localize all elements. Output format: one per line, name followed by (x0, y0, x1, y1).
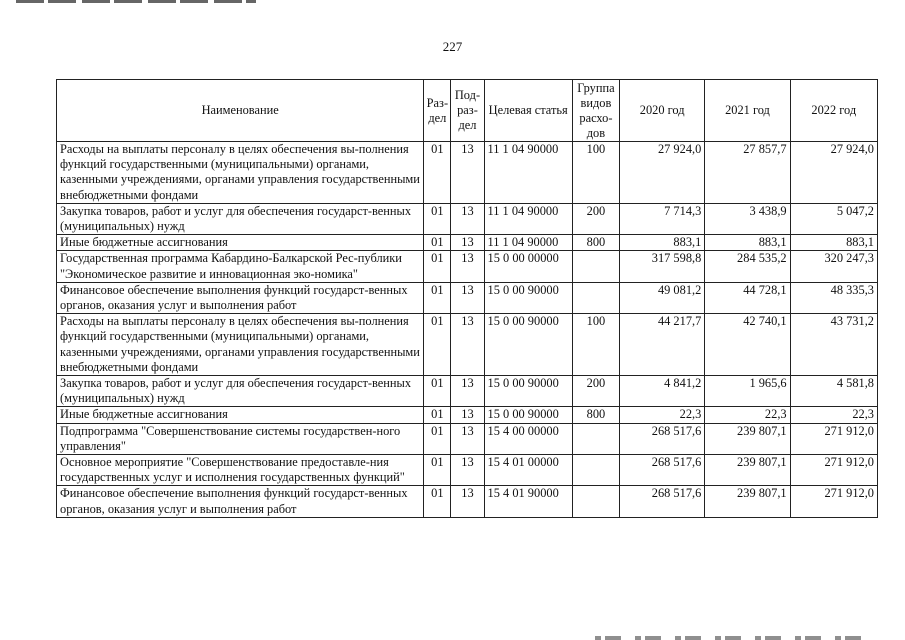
cell-subsection: 13 (451, 251, 484, 282)
cell-expense-group (572, 423, 619, 454)
cell-2021: 239 807,1 (705, 486, 790, 517)
cell-2021: 3 438,9 (705, 203, 790, 234)
table-row (57, 142, 878, 204)
cell-expense-group: 100 (572, 142, 619, 204)
cell-2022: 271 912,0 (790, 455, 877, 486)
cell-subsection: 13 (451, 407, 484, 423)
cell-name: Иные бюджетные ассигнования (57, 235, 424, 251)
cell-subsection: 13 (451, 376, 484, 407)
cell-2020: 268 517,6 (620, 423, 705, 454)
cell-target-article: 11 1 04 90000 (484, 235, 572, 251)
cell-target-article: 15 4 01 90000 (484, 486, 572, 517)
cell-name: Государственная программа Кабардино-Балкарской Рес-публики "Экономическое развитие и инновационная эко-номика" (57, 251, 424, 282)
cell-subsection: 13 (451, 235, 484, 251)
table-row (57, 251, 878, 282)
table-body (57, 142, 878, 518)
cell-expense-group: 800 (572, 235, 619, 251)
cell-target-article: 15 4 00 00000 (484, 423, 572, 454)
cell-2020: 22,3 (620, 407, 705, 423)
cell-target-article: 15 4 01 00000 (484, 455, 572, 486)
cell-target-article: 11 1 04 90000 (484, 203, 572, 234)
cell-2021: 239 807,1 (705, 423, 790, 454)
cell-2022: 48 335,3 (790, 282, 877, 313)
cell-section: 01 (424, 203, 451, 234)
cell-section: 01 (424, 455, 451, 486)
cell-2022: 271 912,0 (790, 486, 877, 517)
page-number: 227 (442, 39, 463, 54)
cell-2022: 883,1 (790, 235, 877, 251)
cell-2022: 5 047,2 (790, 203, 877, 234)
cell-section: 01 (424, 282, 451, 313)
cell-2020: 268 517,6 (620, 486, 705, 517)
cell-name: Закупка товаров, работ и услуг для обеспечения государст-венных (муниципальных) нужд (57, 376, 424, 407)
scan-footer-mark (595, 636, 865, 640)
cell-subsection: 13 (451, 282, 484, 313)
cell-2020: 7 714,3 (620, 203, 705, 234)
cell-2022: 43 731,2 (790, 314, 877, 376)
cell-subsection: 13 (451, 486, 484, 517)
cell-expense-group (572, 455, 619, 486)
cell-expense-group: 200 (572, 376, 619, 407)
header-target-article: Целевая статья (484, 80, 572, 142)
header-year-2021: 2021 год (705, 80, 790, 142)
table-row (57, 203, 878, 234)
cell-2021: 27 857,7 (705, 142, 790, 204)
cell-name: Иные бюджетные ассигнования (57, 407, 424, 423)
cell-name: Основное мероприятие "Совершенствование предоставле-ния государственных услуг и исполнения государственных функций" (57, 455, 424, 486)
table-row (57, 407, 878, 423)
budget-table (56, 79, 878, 518)
cell-expense-group: 800 (572, 407, 619, 423)
cell-2020: 268 517,6 (620, 455, 705, 486)
cell-2021: 44 728,1 (705, 282, 790, 313)
cell-expense-group: 100 (572, 314, 619, 376)
cell-2022: 27 924,0 (790, 142, 877, 204)
cell-target-article: 15 0 00 00000 (484, 251, 572, 282)
cell-subsection: 13 (451, 423, 484, 454)
cell-expense-group (572, 251, 619, 282)
cell-subsection: 13 (451, 142, 484, 204)
header-year-2020: 2020 год (620, 80, 705, 142)
cell-2020: 317 598,8 (620, 251, 705, 282)
cell-name: Подпрограмма "Совершенствование системы государствен-ного управления" (57, 423, 424, 454)
cell-section: 01 (424, 407, 451, 423)
cell-section: 01 (424, 486, 451, 517)
header-year-2022: 2022 год (790, 80, 877, 142)
cell-expense-group (572, 486, 619, 517)
header-expense-group: Группа видов расхо-дов (572, 80, 619, 142)
header-subsection: Под-раз-дел (451, 80, 484, 142)
table-row (57, 455, 878, 486)
cell-expense-group (572, 282, 619, 313)
cell-2022: 271 912,0 (790, 423, 877, 454)
cell-name: Финансовое обеспечение выполнения функций государст-венных органов, оказания услуг и выполнения работ (57, 486, 424, 517)
cell-2020: 27 924,0 (620, 142, 705, 204)
cell-2022: 4 581,8 (790, 376, 877, 407)
cell-2020: 44 217,7 (620, 314, 705, 376)
table-row (57, 423, 878, 454)
cell-2020: 883,1 (620, 235, 705, 251)
cell-2021: 22,3 (705, 407, 790, 423)
cell-subsection: 13 (451, 203, 484, 234)
table-row (57, 282, 878, 313)
cell-section: 01 (424, 235, 451, 251)
cell-2022: 320 247,3 (790, 251, 877, 282)
cell-expense-group: 200 (572, 203, 619, 234)
table-header-row (57, 80, 878, 142)
cell-section: 01 (424, 423, 451, 454)
header-name: Наименование (57, 80, 424, 142)
cell-target-article: 15 0 00 90000 (484, 407, 572, 423)
cell-target-article: 15 0 00 90000 (484, 314, 572, 376)
cell-subsection: 13 (451, 455, 484, 486)
cell-name: Финансовое обеспечение выполнения функций государст-венных органов, оказания услуг и выполнения работ (57, 282, 424, 313)
cell-section: 01 (424, 142, 451, 204)
cell-name: Расходы на выплаты персоналу в целях обеспечения вы-полнения функций государственными (муниципальными) органами, казенными учреждениями, органами управления государственными внебюджетными фондами (57, 314, 424, 376)
cell-section: 01 (424, 376, 451, 407)
cell-section: 01 (424, 251, 451, 282)
table-row (57, 376, 878, 407)
table-row (57, 486, 878, 517)
cell-name: Расходы на выплаты персоналу в целях обеспечения вы-полнения функций государственными (муниципальными) органами, казенными учреждениями, органами управления государственными внебюджетными фондами (57, 142, 424, 204)
cell-target-article: 11 1 04 90000 (484, 142, 572, 204)
cell-2022: 22,3 (790, 407, 877, 423)
cell-2021: 883,1 (705, 235, 790, 251)
cell-2021: 239 807,1 (705, 455, 790, 486)
cell-2020: 49 081,2 (620, 282, 705, 313)
cell-name: Закупка товаров, работ и услуг для обеспечения государст-венных (муниципальных) нужд (57, 203, 424, 234)
header-section: Раз-дел (424, 80, 451, 142)
cell-2021: 1 965,6 (705, 376, 790, 407)
cell-section: 01 (424, 314, 451, 376)
cell-target-article: 15 0 00 90000 (484, 376, 572, 407)
cell-target-article: 15 0 00 90000 (484, 282, 572, 313)
cell-2020: 4 841,2 (620, 376, 705, 407)
cell-2021: 42 740,1 (705, 314, 790, 376)
table-row (57, 235, 878, 251)
cell-subsection: 13 (451, 314, 484, 376)
scan-edge-mark (16, 0, 256, 3)
table-row (57, 314, 878, 376)
cell-2021: 284 535,2 (705, 251, 790, 282)
